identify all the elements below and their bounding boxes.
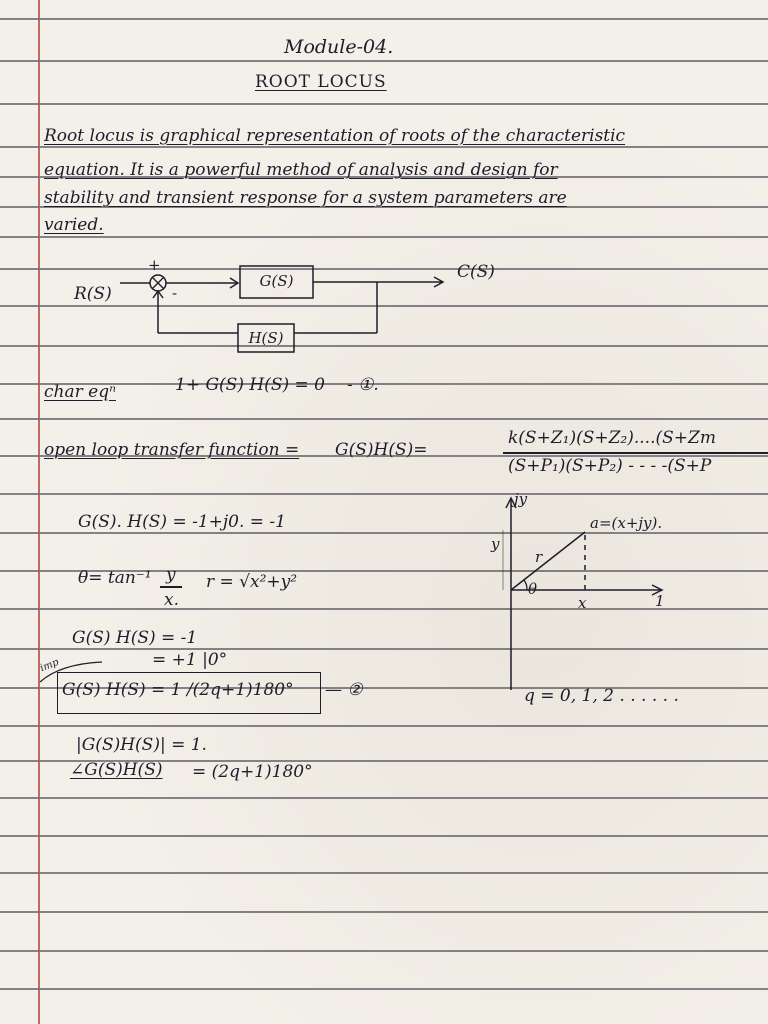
theta-fraction-bar — [160, 586, 182, 588]
q-values: q = 0, 1, 2 . . . . . . — [524, 686, 679, 706]
gh-value-eq: G(S). H(S) = -1+j0. = -1 — [78, 512, 286, 532]
plane-x-label: x — [578, 594, 587, 612]
plane-point-label: a=(x+jy). — [590, 514, 663, 532]
theta-den: x. — [164, 590, 179, 610]
intro-line-3: stability and transient response for a system parameters are — [44, 188, 567, 208]
oltf-denominator: (S+P₁)(S+P₂) - - - -(S+P — [508, 456, 712, 476]
phasor-vector — [511, 532, 585, 590]
h-block-label: H(S) — [248, 329, 284, 347]
module-heading: Module-04. — [284, 36, 394, 58]
plane-r-label: r — [535, 548, 543, 566]
plane-jy-label: jy — [514, 490, 528, 508]
plus-sign: + — [148, 256, 161, 274]
plane-y-label: y — [491, 535, 500, 553]
char-eq-tag: - ①. — [347, 375, 379, 395]
gh-eq-2: = +1 |0° — [152, 650, 228, 670]
char-eq: 1+ G(S) H(S) = 0 — [175, 375, 325, 395]
magnitude-condition: |G(S)H(S)| = 1. — [76, 735, 207, 755]
theta-num: y — [166, 565, 176, 585]
angle-condition-lhs: ∠G(S)H(S) — [70, 760, 163, 780]
intro-line-4: varied. — [44, 215, 104, 235]
oltf-lhs: G(S)H(S)= — [335, 440, 428, 460]
output-label: C(S) — [457, 262, 495, 282]
gh-eq-1: G(S) H(S) = -1 — [72, 628, 198, 648]
intro-line-1: Root locus is graphical representation of roots of the characteristic — [44, 126, 626, 146]
oltf-fraction-bar — [503, 452, 768, 454]
g-block-label: G(S) — [259, 272, 294, 290]
minus-sign: - — [172, 284, 178, 302]
page-title: ROOT LOCUS — [255, 72, 387, 92]
side-note: imp — [38, 656, 61, 675]
input-label: R(S) — [74, 284, 112, 304]
boxed-equation: G(S) H(S) = 1 /(2q+1)180° — [62, 680, 294, 700]
oltf-label: open loop transfer function = — [44, 440, 300, 460]
intro-line-2: equation. It is a powerful method of analysis and design for — [44, 160, 558, 180]
theta-lhs: θ= tan⁻¹ — [78, 568, 152, 588]
plane-theta-label: θ — [528, 580, 538, 598]
r-eq: r = √x²+y² — [206, 572, 298, 592]
angle-condition-rhs: = (2q+1)180° — [192, 762, 313, 782]
plane-1-label: 1 — [655, 592, 665, 610]
boxed-equation-tag: — ② — [325, 680, 363, 700]
char-eq-label: char eqⁿ — [44, 382, 116, 402]
oltf-numerator: k(S+Z₁)(S+Z₂)....(S+Zm — [508, 428, 716, 448]
